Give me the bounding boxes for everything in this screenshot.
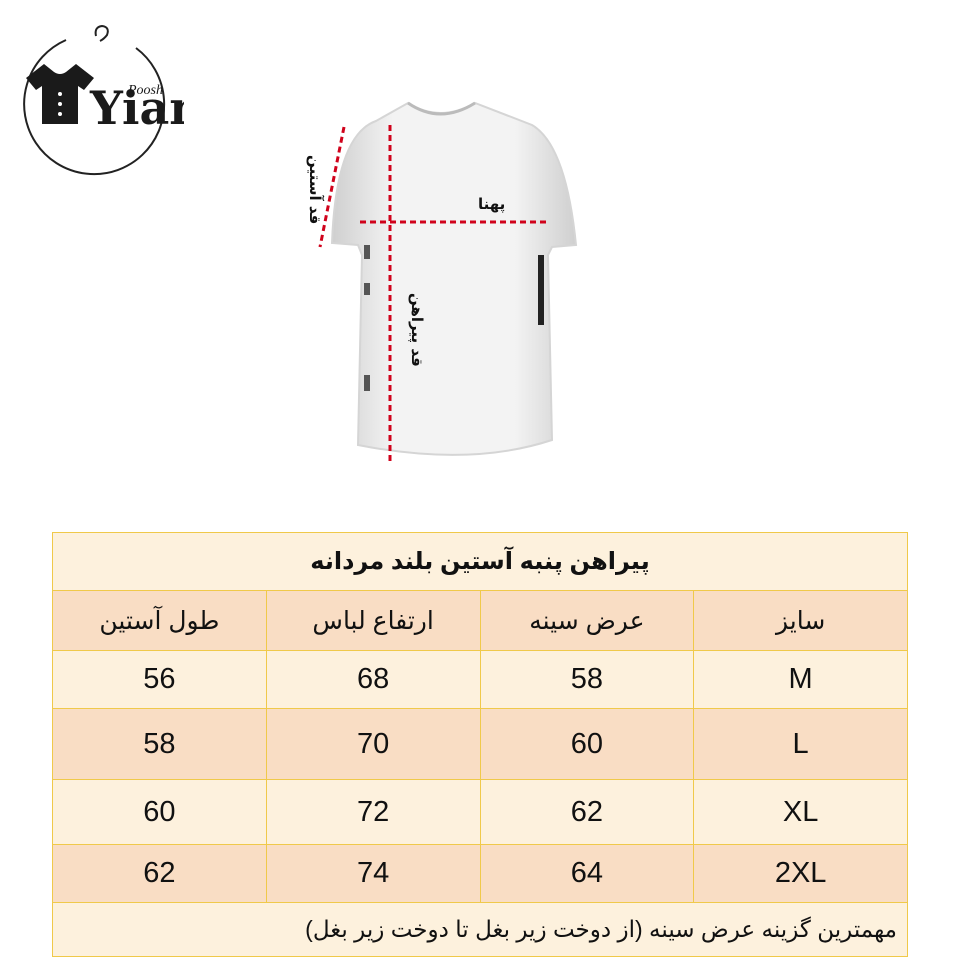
header-size: سایز — [694, 591, 908, 651]
table-row — [53, 845, 908, 903]
shirt-length-label: قد پیراهن — [408, 293, 426, 367]
table-title-row — [53, 533, 908, 591]
table-note: مهمترین گزینه عرض سینه (از دوخت زیر بغل تا دوخت زیر بغل) — [53, 903, 908, 957]
cell-size: M — [694, 651, 908, 709]
shirt-measurement-diagram — [270, 95, 610, 475]
header-garment-length: ارتفاع لباس — [266, 591, 480, 651]
cell-garment-length: 70 — [266, 709, 480, 780]
table-row — [53, 651, 908, 709]
cell-chest-width: 62 — [480, 780, 694, 845]
cell-garment-length: 72 — [266, 780, 480, 845]
header-sleeve-length: طول آستین — [53, 591, 267, 651]
size-table — [52, 532, 908, 957]
cell-sleeve-length: 56 — [53, 651, 267, 709]
brand-name: Yia — [90, 81, 170, 135]
cell-sleeve-length: 58 — [53, 709, 267, 780]
cell-chest-width: 64 — [480, 845, 694, 903]
table-title: پیراهن پنبه آستین بلند مردانه — [53, 533, 908, 591]
header-chest-width: عرض سینه — [480, 591, 694, 651]
brand-subtitle: Poosh — [128, 83, 163, 98]
width-label: پهنا — [478, 195, 506, 213]
cell-chest-width: 60 — [480, 709, 694, 780]
brand-logo — [18, 16, 184, 192]
cell-size: XL — [694, 780, 908, 845]
cell-sleeve-length: 62 — [53, 845, 267, 903]
sleeve-length-label: قد آستین — [306, 155, 324, 225]
cell-size: 2XL — [694, 845, 908, 903]
cell-garment-length: 68 — [266, 651, 480, 709]
table-row — [53, 780, 908, 845]
cell-size: L — [694, 709, 908, 780]
cell-sleeve-length: 60 — [53, 780, 267, 845]
cell-garment-length: 74 — [266, 845, 480, 903]
cell-chest-width: 58 — [480, 651, 694, 709]
table-note-row — [53, 903, 908, 957]
table-header-row — [53, 591, 908, 651]
table-row — [53, 709, 908, 780]
